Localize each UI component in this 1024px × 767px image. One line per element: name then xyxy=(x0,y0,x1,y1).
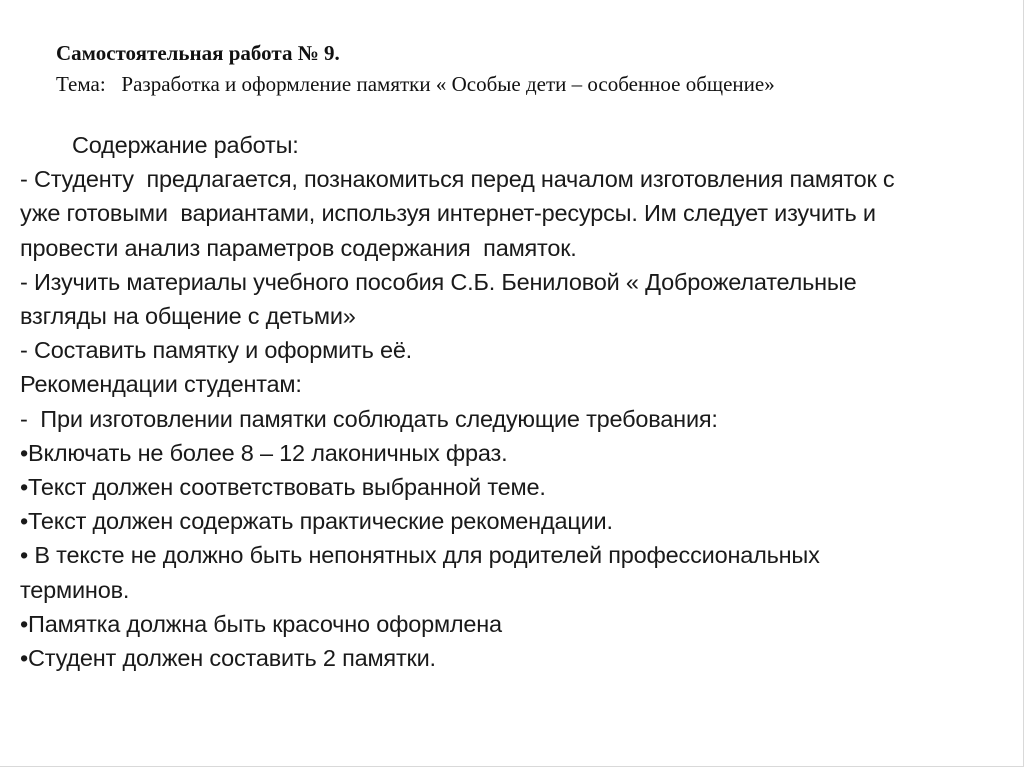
content-line: - Изучить материалы учебного пособия С.Б. Бениловой « Доброжелательные xyxy=(20,268,857,295)
bullet-item: •Текст должен соответствовать выбранной теме. xyxy=(20,474,546,501)
content-line: - При изготовлении памятки соблюдать следующие требования: xyxy=(20,405,718,432)
work-title: Самостоятельная работа № 9. xyxy=(56,41,340,65)
bullet-item: •Включать не более 8 – 12 лаконичных фраз. xyxy=(20,439,508,466)
content-line: провести анализ параметров содержания памяток. xyxy=(20,234,577,261)
bullet-item: •Памятка должна быть красочно оформлена xyxy=(20,610,502,637)
content-line: уже готовыми вариантами, используя интернет-ресурсы. Им следует изучить и xyxy=(20,200,876,227)
bullet-item: •Студент должен составить 2 памятки. xyxy=(20,645,436,672)
content-body xyxy=(20,128,1010,675)
content-line: - Составить памятку и оформить её. xyxy=(20,337,413,364)
bullet-item: • В тексте не должно быть непонятных для родителей профессиональных xyxy=(20,542,820,569)
topic-line: Тема: Разработка и оформление памятки « Особые дети – особенное общение» xyxy=(56,72,775,96)
content-line: взгляды на общение с детьми» xyxy=(20,303,356,330)
content-heading: Содержание работы: xyxy=(72,132,299,158)
bullet-item: •Текст должен содержать практические рекомендации. xyxy=(20,508,613,535)
bullet-item-continuation: терминов. xyxy=(20,576,130,603)
recommendations-heading: Рекомендации студентам: xyxy=(20,371,302,398)
header xyxy=(56,38,775,100)
content-line: - Студенту предлагается, познакомиться перед началом изготовления памяток с xyxy=(20,166,895,193)
